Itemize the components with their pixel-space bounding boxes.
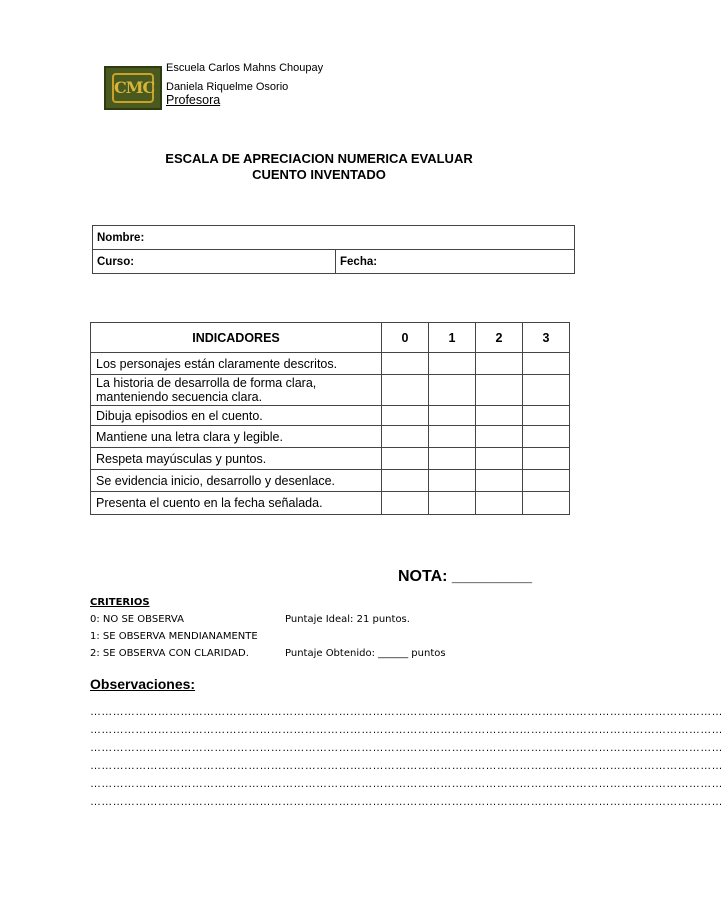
table-row (91, 375, 570, 406)
score-cell[interactable] (429, 492, 476, 515)
score-cell[interactable] (523, 375, 570, 406)
table-row (91, 470, 570, 492)
observation-line-3[interactable]: …………………………………………………………………………………………………………………………………………………… (90, 742, 723, 754)
observation-line-6[interactable]: …………………………………………………………………………………………………………………………………………………… (90, 796, 723, 808)
indicator-label: Los personajes están claramente descritos. (91, 353, 382, 375)
table-row (91, 448, 570, 470)
date-field[interactable] (336, 250, 575, 274)
indicators-header: INDICADORES (91, 323, 382, 353)
indicators-table (90, 322, 570, 515)
score-cell[interactable] (476, 470, 523, 492)
score-cell[interactable] (523, 406, 570, 426)
score-cell[interactable] (382, 406, 429, 426)
table-row (91, 353, 570, 375)
score-cell[interactable] (476, 375, 523, 406)
score-cell[interactable] (429, 406, 476, 426)
indicator-label: Mantiene una letra clara y legible. (91, 426, 382, 448)
indicators-header-row (91, 323, 570, 353)
score-cell[interactable] (476, 426, 523, 448)
score-cell[interactable] (429, 426, 476, 448)
document-title: ESCALA DE APRECIACION NUMERICA EVALUAR (165, 151, 473, 166)
table-row (91, 406, 570, 426)
indicator-label: Dibuja episodios en el cuento. (91, 406, 382, 426)
score-cell[interactable] (523, 426, 570, 448)
criteria-title: CRITERIOS (90, 597, 150, 608)
date-label: Fecha: (340, 255, 378, 268)
teacher-name: Daniela Riquelme Osorio (166, 81, 289, 93)
table-row (91, 426, 570, 448)
score-cell[interactable] (429, 470, 476, 492)
ideal-score: Puntaje Ideal: 21 puntos. (285, 614, 410, 625)
name-field[interactable] (93, 226, 575, 250)
score-cell[interactable] (382, 448, 429, 470)
table-row (91, 492, 570, 515)
course-label: Curso: (97, 255, 135, 268)
observations-label: Observaciones: (90, 676, 196, 692)
score-header-1: 1 (429, 323, 476, 353)
score-cell[interactable] (382, 375, 429, 406)
indicator-label: La historia de desarrolla de forma clara, manteniendo secuencia clara. (91, 375, 382, 406)
score-cell[interactable] (382, 426, 429, 448)
school-logo (104, 66, 162, 110)
name-label: Nombre: (97, 231, 145, 244)
indicator-label: Presenta el cuento en la fecha señalada. (91, 492, 382, 515)
score-cell[interactable] (429, 375, 476, 406)
document-subtitle: CUENTO INVENTADO (252, 167, 386, 182)
obtained-score: Puntaje Obtenido: ______ puntos (285, 648, 446, 659)
score-cell[interactable] (429, 353, 476, 375)
indicator-label: Se evidencia inicio, desarrollo y desenlace. (91, 470, 382, 492)
score-cell[interactable] (382, 492, 429, 515)
score-header-2: 2 (476, 323, 523, 353)
score-header-0: 0 (382, 323, 429, 353)
score-cell[interactable] (476, 353, 523, 375)
score-cell[interactable] (476, 492, 523, 515)
score-cell[interactable] (429, 448, 476, 470)
teacher-role: Profesora (166, 93, 221, 107)
score-cell[interactable] (523, 448, 570, 470)
criteria-item-2: 2: SE OBSERVA CON CLARIDAD. (90, 648, 249, 659)
score-header-3: 3 (523, 323, 570, 353)
observation-line-2[interactable]: …………………………………………………………………………………………………………………………………………………… (90, 724, 723, 736)
school-logo-emblem: CMC (112, 73, 154, 103)
score-cell[interactable] (382, 353, 429, 375)
score-cell[interactable] (523, 492, 570, 515)
score-cell[interactable] (523, 353, 570, 375)
student-info-table (92, 225, 575, 274)
observation-line-5[interactable]: …………………………………………………………………………………………………………………………………………………… (90, 778, 723, 790)
criteria-item-0: 0: NO SE OBSERVA (90, 614, 184, 625)
course-field[interactable] (93, 250, 336, 274)
school-name: Escuela Carlos Mahns Choupay (166, 62, 324, 74)
score-cell[interactable] (523, 470, 570, 492)
observation-line-4[interactable]: …………………………………………………………………………………………………………………………………………………… (90, 760, 723, 772)
observation-line-1[interactable]: …………………………………………………………………………………………………………………………………………………… (90, 706, 723, 718)
score-cell[interactable] (476, 448, 523, 470)
score-cell[interactable] (476, 406, 523, 426)
grade-label: NOTA: _________ (398, 568, 532, 585)
score-cell[interactable] (382, 470, 429, 492)
indicator-label: Respeta mayúsculas y puntos. (91, 448, 382, 470)
criteria-item-1: 1: SE OBSERVA MENDIANAMENTE (90, 631, 258, 642)
